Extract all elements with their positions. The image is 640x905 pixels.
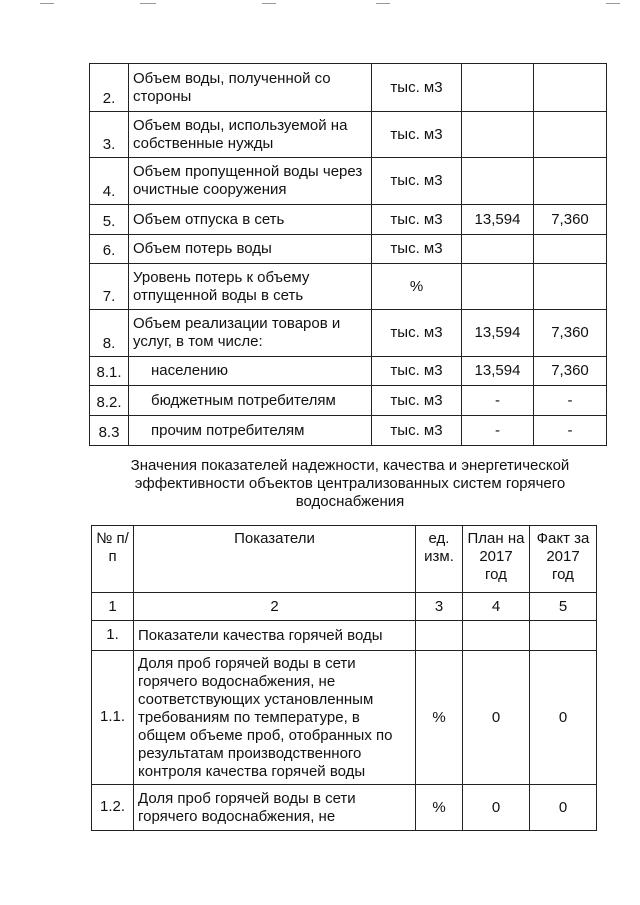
row-number: 8. xyxy=(90,310,129,357)
row-number: 3. xyxy=(90,112,129,158)
row-name: бюджетным потребителям xyxy=(129,386,372,416)
row-fact xyxy=(534,264,607,310)
column-number: 4 xyxy=(463,593,530,621)
row-name: Объем воды, полученной со стороны xyxy=(129,64,372,112)
row-plan: 0 xyxy=(463,651,530,785)
row-number: 7. xyxy=(90,264,129,310)
table-row xyxy=(90,64,607,112)
row-unit: тыс. м3 xyxy=(372,357,462,386)
table-row xyxy=(90,386,607,416)
row-plan xyxy=(462,112,534,158)
row-unit: тыс. м3 xyxy=(372,64,462,112)
row-name: Объем пропущенной воды через очистные сооружения xyxy=(129,158,372,205)
table-row xyxy=(90,112,607,158)
water-indicators-table xyxy=(89,63,607,446)
row-fact: 7,360 xyxy=(534,310,607,357)
row-fact: - xyxy=(534,416,607,446)
table-row xyxy=(90,357,607,386)
row-unit: % xyxy=(416,785,463,831)
table-row xyxy=(90,264,607,310)
row-name: Объем потерь воды xyxy=(129,235,372,264)
scan-edge-marks xyxy=(0,0,640,10)
row-number: 1. xyxy=(92,621,134,651)
row-number: 5. xyxy=(90,205,129,235)
row-name: Объем отпуска в сеть xyxy=(129,205,372,235)
row-unit: % xyxy=(372,264,462,310)
row-fact xyxy=(530,621,597,651)
row-number: 1.1. xyxy=(92,651,134,785)
row-name: Объем воды, используемой на собственные нужды xyxy=(129,112,372,158)
table-row xyxy=(90,310,607,357)
row-unit: тыс. м3 xyxy=(372,416,462,446)
row-plan: 13,594 xyxy=(462,357,534,386)
section-caption: Значения показателей надежности, качества и энергетической эффективности объектов централизованных систем горячего водоснабжения xyxy=(130,457,570,510)
row-name: Объем реализации товаров и услуг, в том числе: xyxy=(129,310,372,357)
table-row xyxy=(90,158,607,205)
column-number: 1 xyxy=(92,593,134,621)
row-plan xyxy=(463,621,530,651)
row-name: населению xyxy=(129,357,372,386)
row-unit: тыс. м3 xyxy=(372,205,462,235)
row-name: Уровень потерь к объему отпущенной воды в сеть xyxy=(129,264,372,310)
row-fact xyxy=(534,64,607,112)
row-plan: - xyxy=(462,386,534,416)
row-number: 6. xyxy=(90,235,129,264)
row-plan: 13,594 xyxy=(462,205,534,235)
hot-water-indicators-table xyxy=(91,525,597,831)
column-number: 3 xyxy=(416,593,463,621)
table-row xyxy=(90,416,607,446)
row-number: 2. xyxy=(90,64,129,112)
row-unit: тыс. м3 xyxy=(372,235,462,264)
row-number: 8.2. xyxy=(90,386,129,416)
row-number: 4. xyxy=(90,158,129,205)
row-unit: тыс. м3 xyxy=(372,158,462,205)
table-row xyxy=(92,785,597,831)
row-plan: - xyxy=(462,416,534,446)
row-unit: тыс. м3 xyxy=(372,112,462,158)
row-plan: 0 xyxy=(463,785,530,831)
header-row xyxy=(92,526,597,593)
header-fact: Факт за 2017 год xyxy=(530,526,597,593)
row-fact: 0 xyxy=(530,651,597,785)
row-number: 1.2. xyxy=(92,785,134,831)
table-row xyxy=(92,621,597,651)
column-number: 5 xyxy=(530,593,597,621)
row-plan xyxy=(462,264,534,310)
row-fact: - xyxy=(534,386,607,416)
row-unit xyxy=(416,621,463,651)
row-name: Доля проб горячей воды в сети горячего водоснабжения, не соответствующих установленным требованиям по температуре, в общем объеме проб, отобранных по результатам производственного контроля качества горячей воды xyxy=(134,651,416,785)
row-fact xyxy=(534,158,607,205)
row-number: 8.3 xyxy=(90,416,129,446)
header-plan: План на 2017 год xyxy=(463,526,530,593)
row-unit: % xyxy=(416,651,463,785)
row-name: Показатели качества горячей воды xyxy=(134,621,416,651)
row-fact xyxy=(534,235,607,264)
header-number: № п/п xyxy=(92,526,134,593)
row-fact: 7,360 xyxy=(534,357,607,386)
row-plan xyxy=(462,235,534,264)
row-plan xyxy=(462,158,534,205)
row-number: 8.1. xyxy=(90,357,129,386)
column-number: 2 xyxy=(134,593,416,621)
row-name: Доля проб горячей воды в сети горячего водоснабжения, не xyxy=(134,785,416,831)
row-plan: 13,594 xyxy=(462,310,534,357)
row-fact: 0 xyxy=(530,785,597,831)
column-numbers-row xyxy=(92,593,597,621)
table-row xyxy=(90,205,607,235)
row-name: прочим потребителям xyxy=(129,416,372,446)
row-fact: 7,360 xyxy=(534,205,607,235)
row-fact xyxy=(534,112,607,158)
row-plan xyxy=(462,64,534,112)
header-unit: ед. изм. xyxy=(416,526,463,593)
table-row xyxy=(92,651,597,785)
row-unit: тыс. м3 xyxy=(372,310,462,357)
header-indicators: Показатели xyxy=(134,526,416,593)
row-unit: тыс. м3 xyxy=(372,386,462,416)
table-row xyxy=(90,235,607,264)
